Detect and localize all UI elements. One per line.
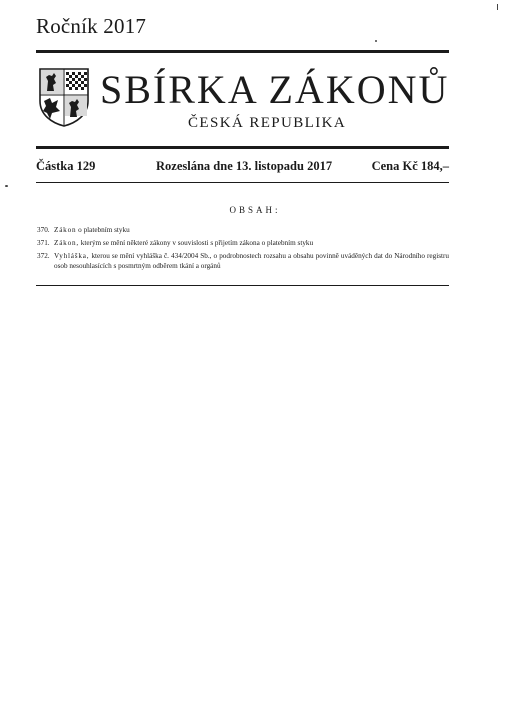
- toc-item-text: [54, 238, 449, 248]
- toc-item-number: 370.: [37, 226, 50, 234]
- issue-price: Cena Kč 184,–: [371, 159, 449, 173]
- toc-item-number: 371.: [37, 239, 50, 247]
- toc-item-title: o platebním styku: [78, 226, 130, 234]
- issue-date: Rozeslána dne 13. listopadu 2017: [156, 159, 333, 173]
- toc-item-title: kterou se mění vyhláška č. 434/2004 Sb., o podrobnostech rozsahu a obsahu povinně uváděných dat do Národního registru osob nesouhlasících s posmrtným odběrem tkání a orgánů: [54, 252, 449, 270]
- toc-item-kind: Zákon: [54, 226, 77, 234]
- toc-item-kind: Zákon,: [54, 239, 79, 247]
- scan-speck: [375, 40, 377, 42]
- toc-item-number: 372.: [37, 252, 50, 260]
- contents-rule: [36, 285, 449, 286]
- scan-speck: [5, 185, 8, 187]
- top-rule: [36, 50, 449, 53]
- scan-speck: [497, 4, 498, 10]
- toc-item-text: [54, 225, 449, 235]
- czech-coat-of-arms-icon: [38, 67, 90, 127]
- contents-heading: OBSAH:: [229, 205, 281, 215]
- publication-title: SBÍRKA ZÁKONŮ: [100, 67, 450, 112]
- issue-number: Částka 129: [36, 159, 96, 173]
- toc-item-title: kterým se mění některé zákony v souvislosti s přijetím zákona o platebním styku: [80, 239, 314, 247]
- masthead-rule: [36, 146, 449, 149]
- publication-subtitle: ČESKÁ REPUBLIKA: [188, 115, 347, 131]
- toc-item-text: [54, 251, 449, 271]
- toc-item-kind: Vyhláška,: [54, 252, 90, 260]
- issue-rule: [36, 182, 449, 183]
- volume-year: Ročník 2017: [36, 14, 147, 38]
